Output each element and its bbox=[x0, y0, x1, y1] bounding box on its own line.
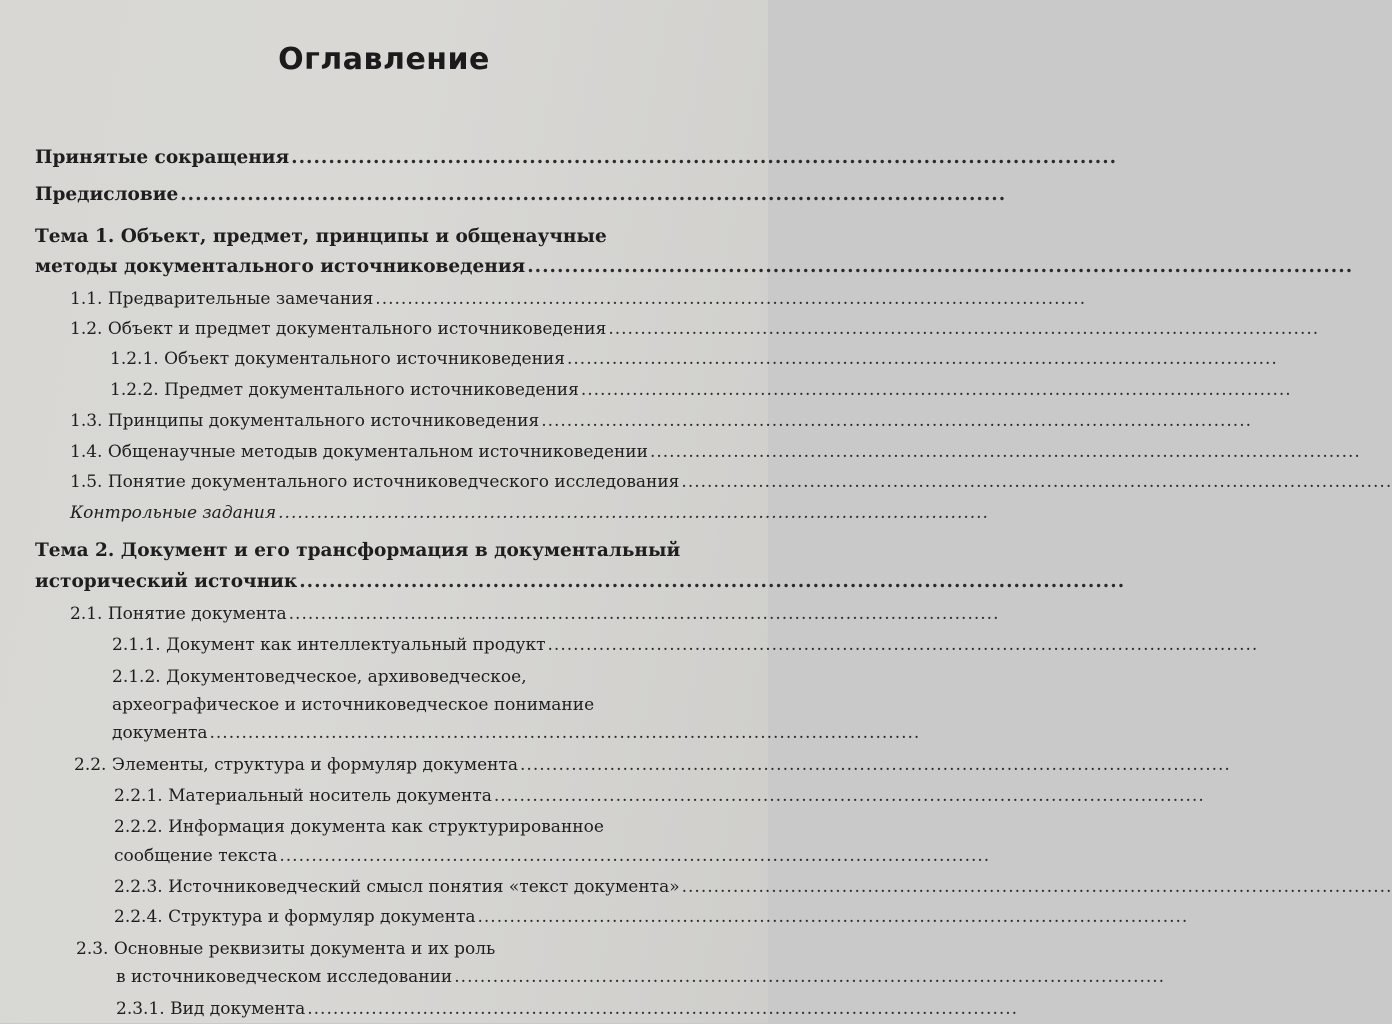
toc-entry-text: в источниковедческом исследовании bbox=[116, 967, 453, 987]
toc-entry-control-tasks[interactable] bbox=[70, 498, 989, 528]
dot-leader: ............................................................................................................... bbox=[681, 877, 1392, 897]
dot-leader: ............................................................................................................... bbox=[580, 380, 1292, 400]
toc-entry-text: 2.3.1. Вид документа bbox=[116, 999, 306, 1019]
bleed-through-text: ⠀ bbox=[758, 35, 770, 54]
toc-entry-text: 1.5. Понятие документального источниковедческого исследования bbox=[70, 472, 680, 492]
dot-leader: ............................................................................................................... bbox=[547, 635, 1259, 655]
dot-leader: ............................................................................................................... bbox=[608, 319, 1320, 339]
toc-entry-text: 2.1.1. Документ как интеллектуальный продукт bbox=[112, 635, 546, 655]
dot-leader: ............................................................................................................... bbox=[307, 999, 1019, 1019]
dot-leader: ............................................................................................................... bbox=[527, 256, 1354, 277]
toc-entry-text: 1.4. Общенаучные методыв документальном источниковедении bbox=[70, 442, 648, 462]
dot-leader: ............................................................................................................... bbox=[520, 755, 1231, 775]
toc-entry-text: 2.2.1. Материальный носитель документа bbox=[114, 786, 492, 806]
toc-entry-text: 2.2.3. Источниковедческий смысл понятия «текст документа» bbox=[114, 877, 680, 897]
toc-entry-text: методы документального источниковедения bbox=[35, 256, 526, 277]
toc-entry-preface[interactable] bbox=[35, 180, 1007, 210]
dot-leader: ............................................................................................................... bbox=[279, 846, 991, 866]
toc-entry-2-1-2-end[interactable] bbox=[112, 718, 921, 748]
toc-entry-1-2[interactable] bbox=[70, 314, 1320, 344]
toc-entry-text: Принятые сокращения bbox=[35, 147, 290, 168]
toc-entry-text: 2.2.4. Структура и формуляр документа bbox=[114, 907, 476, 927]
toc-entry-text: 2.1. Понятие документа bbox=[70, 604, 287, 624]
toc-entry-2-1-1[interactable] bbox=[112, 630, 1259, 660]
toc-entry-topic-1-title[interactable] bbox=[35, 222, 768, 252]
toc-entry-2-2[interactable] bbox=[74, 750, 1231, 780]
toc-entry-2-3-cont[interactable] bbox=[116, 962, 1166, 992]
toc-entry-1-1[interactable] bbox=[70, 284, 1087, 314]
dot-leader: ............................................................................................................... bbox=[209, 723, 921, 743]
toc-entry-2-1-2[interactable] bbox=[112, 662, 768, 692]
toc-entry-text: Контрольные задания bbox=[70, 503, 277, 523]
toc-entry-2-2-4[interactable] bbox=[114, 902, 1189, 932]
toc-entry-2-2-3[interactable] bbox=[114, 872, 1392, 902]
toc-entry-text: 2.2. Элементы, структура и формуляр документа bbox=[74, 755, 519, 775]
toc-entry-text: Предисловие bbox=[35, 184, 179, 205]
toc-entry-topic-2-title-cont[interactable] bbox=[35, 567, 1126, 597]
dot-leader: ............................................................................................................... bbox=[493, 786, 1205, 806]
toc-entry-text: 1.3. Принципы документального источниковедения bbox=[70, 411, 540, 431]
toc-entry-text: сообщение текста bbox=[114, 846, 278, 866]
toc-entry-2-2-2[interactable] bbox=[114, 812, 768, 842]
toc-entry-text: 2.2.2. Информация документа как структурированное bbox=[114, 817, 604, 837]
toc-entry-topic-1-title-cont[interactable] bbox=[35, 252, 1354, 282]
toc-entry-2-1[interactable] bbox=[70, 599, 1000, 629]
toc-entry-2-1-2-cont[interactable] bbox=[112, 690, 768, 720]
toc-entry-text: археографическое и источниковедческое понимание bbox=[112, 695, 595, 715]
toc-entry-text: 1.2.2. Предмет документального источниковедения bbox=[110, 380, 579, 400]
toc-entry-text: Тема 1. Объект, предмет, принципы и общенаучные bbox=[35, 226, 607, 247]
toc-entry-2-3-1[interactable] bbox=[116, 994, 1019, 1024]
toc-entry-text: 1.2. Объект и предмет документального источниковедения bbox=[70, 319, 607, 339]
dot-leader: ............................................................................................................... bbox=[299, 571, 1126, 592]
dot-leader: ............................................................................................................... bbox=[567, 349, 1278, 369]
toc-entry-1-2-1[interactable] bbox=[110, 344, 1278, 374]
toc-entry-text: 2.1.2. Документоведческое, архивоведческое, bbox=[112, 667, 527, 687]
dot-leader: ............................................................................................................... bbox=[541, 411, 1253, 431]
dot-leader: ............................................................................................................... bbox=[180, 184, 1007, 205]
toc-entry-2-2-1[interactable] bbox=[114, 781, 1205, 811]
toc-entry-text: документа bbox=[112, 723, 208, 743]
dot-leader: ............................................................................................................... bbox=[278, 503, 989, 523]
toc-entry-1-3[interactable] bbox=[70, 406, 1253, 436]
dot-leader: ............................................................................................................... bbox=[288, 604, 1000, 624]
toc-entry-1-4[interactable] bbox=[70, 437, 1361, 467]
toc-entry-text: Тема 2. Документ и его трансформация в документальный bbox=[35, 540, 681, 561]
toc-entry-1-2-2[interactable] bbox=[110, 375, 1292, 405]
toc-entry-topic-2-title[interactable] bbox=[35, 536, 768, 566]
toc-entry-text: 1.2.1. Объект документального источниковедения bbox=[110, 349, 565, 369]
toc-entry-2-3[interactable] bbox=[76, 934, 768, 964]
dot-leader: ............................................................................................................... bbox=[681, 472, 1392, 492]
dot-leader: ............................................................................................................... bbox=[477, 907, 1189, 927]
dot-leader: ............................................................................................................... bbox=[291, 147, 1118, 168]
toc-entry-1-5[interactable] bbox=[70, 467, 1392, 497]
toc-entry-text: исторический источник bbox=[35, 571, 298, 592]
dot-leader: ............................................................................................................... bbox=[649, 442, 1361, 462]
dot-leader: ............................................................................................................... bbox=[375, 289, 1087, 309]
toc-entry-2-2-2-cont[interactable] bbox=[114, 841, 991, 871]
toc-entry-abbreviations[interactable] bbox=[35, 143, 1118, 173]
toc-entry-text: 2.3. Основные реквизиты документа и их роль bbox=[76, 939, 496, 959]
toc-entry-text: 1.1. Предварительные замечания bbox=[70, 289, 374, 309]
page-title: Оглавление bbox=[278, 42, 490, 77]
dot-leader: ............................................................................................................... bbox=[454, 967, 1166, 987]
